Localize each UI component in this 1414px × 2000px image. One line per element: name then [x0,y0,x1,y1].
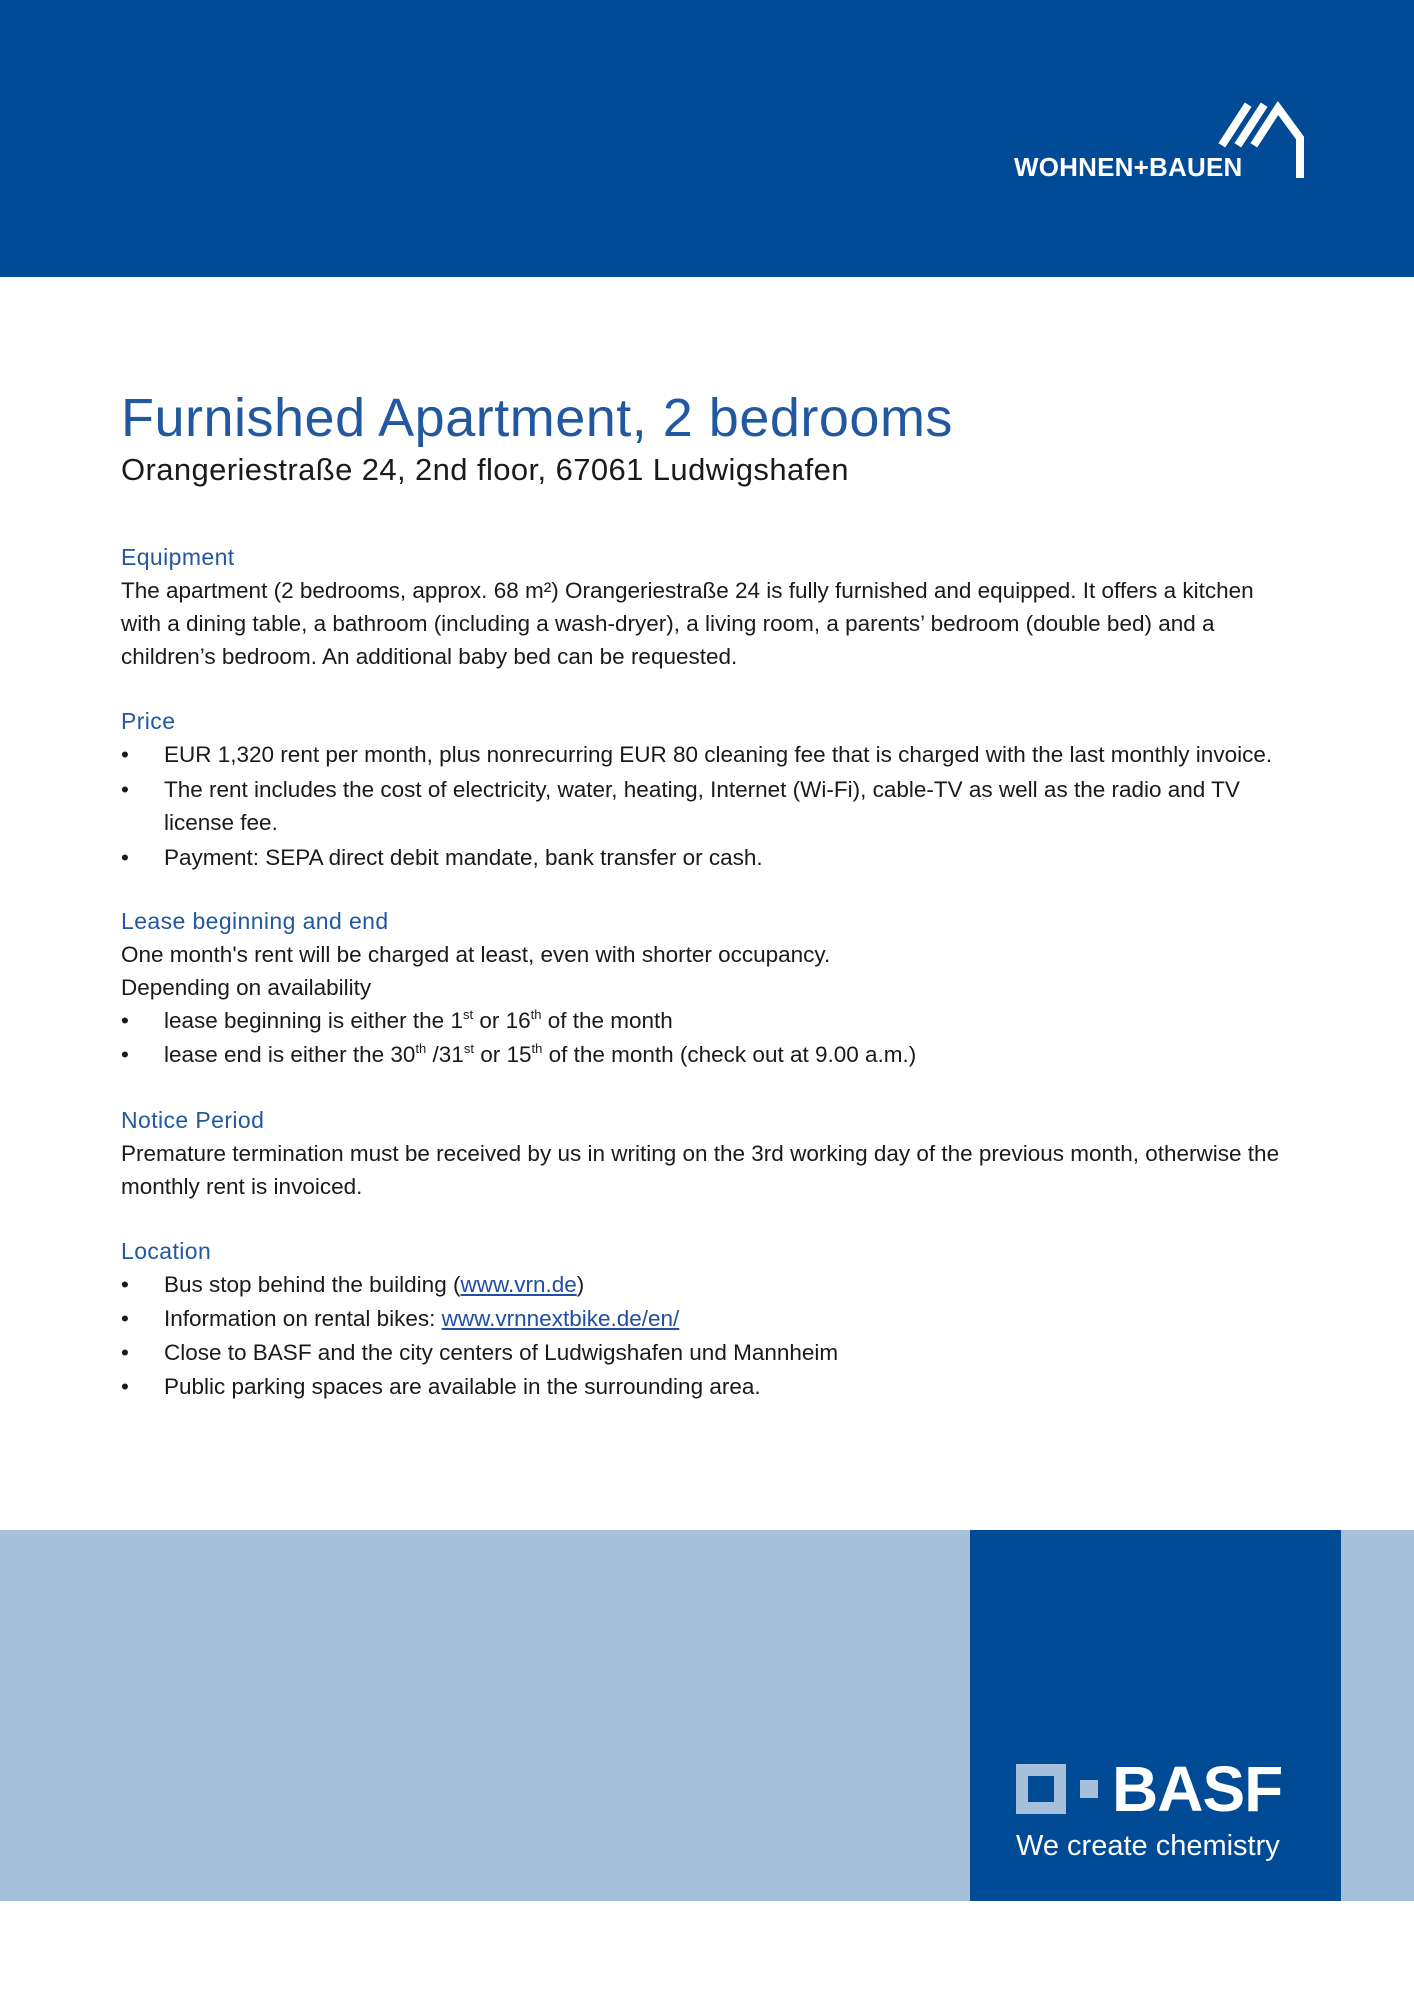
list-item: • Close to BASF and the city centers of Ludwigshafen und Mannheim [121,1336,1291,1370]
header-band [0,0,1414,277]
basf-tagline: We create chemistry [1016,1830,1280,1862]
basf-logo [1016,1753,1296,1825]
wohnen-bauen-wordmark: WOHNEN+BAUEN [1014,152,1243,182]
bullet-icon: • [121,777,129,802]
bullet-icon: • [121,742,129,767]
vrn-link[interactable]: www.vrn.de [460,1272,577,1297]
notice-section [121,1104,1291,1203]
lease-section [121,905,1291,1072]
list-item: • lease end is either the 30th /31st or 15th of the month (check out at 9.00 a.m.) [121,1038,1291,1072]
bullet-icon: • [121,1306,129,1331]
page-title: Furnished Apartment, 2 bedrooms [121,388,953,448]
bullet-icon: • [121,1340,129,1365]
vrnnextbike-link[interactable]: www.vrnnextbike.de/en/ [441,1306,680,1331]
location-section [121,1235,1291,1404]
address-subtitle: Orangeriestraße 24, 2nd floor, 67061 Ludwigshafen [121,452,849,487]
section-heading-location: Location [121,1238,212,1264]
equipment-section [121,541,1291,673]
bullet-icon: • [121,1008,129,1033]
price-section [121,705,1291,874]
list-item: • lease beginning is either the 1st or 16th of the month [121,1004,1291,1038]
section-heading-lease: Lease beginning and end [121,908,389,934]
lease-line-minimum: One month's rent will be charged at least, even with shorter occupancy. [121,942,831,967]
lease-line-availability: Depending on availability [121,975,372,1000]
basf-small-square-icon [1080,1780,1098,1798]
basf-wordmark: BASF [1112,1753,1283,1825]
price-list [121,738,1291,874]
section-heading-equipment: Equipment [121,544,235,570]
list-item: • EUR 1,320 rent per month, plus nonrecurring EUR 80 cleaning fee that is charged with the last monthly invoice. [121,738,1291,771]
equipment-text: The apartment (2 bedrooms, approx. 68 m²) Orangeriestraße 24 is fully furnished and equipped. It offers a kitchen with a dining table, a bathroom (including a wash-dryer), a living room, a parents’ bedroom (double bed) and a children’s bedroom. An additional baby bed can be requested. [121,578,1254,669]
bullet-icon: • [121,1042,129,1067]
basf-square-icon [1016,1764,1066,1814]
notice-text: Premature termination must be received by us in writing on the 3rd working day of the previous month, otherwise the monthly rent is invoiced. [121,1141,1280,1199]
list-item: • The rent includes the cost of electricity, water, heating, Internet (Wi-Fi), cable-TV as well as the radio and TV license fee. [121,773,1291,839]
list-item: • Public parking spaces are available in the surrounding area. [121,1370,1291,1404]
list-item: • Information on rental bikes: www.vrnnextbike.de/en/ [121,1302,1291,1336]
section-heading-notice: Notice Period [121,1107,265,1133]
bullet-icon: • [121,1272,129,1297]
location-list [121,1268,1291,1404]
bullet-icon: • [121,845,129,870]
bullet-icon: • [121,1374,129,1399]
lease-list [121,1004,1291,1072]
wohnen-bauen-logo [1010,98,1310,182]
basf-logo-box [970,1530,1341,1901]
document-body [121,385,1291,1404]
list-item: • Bus stop behind the building (www.vrn.de) [121,1268,1291,1302]
section-heading-price: Price [121,708,176,734]
list-item: • Payment: SEPA direct debit mandate, bank transfer or cash. [121,841,1291,874]
